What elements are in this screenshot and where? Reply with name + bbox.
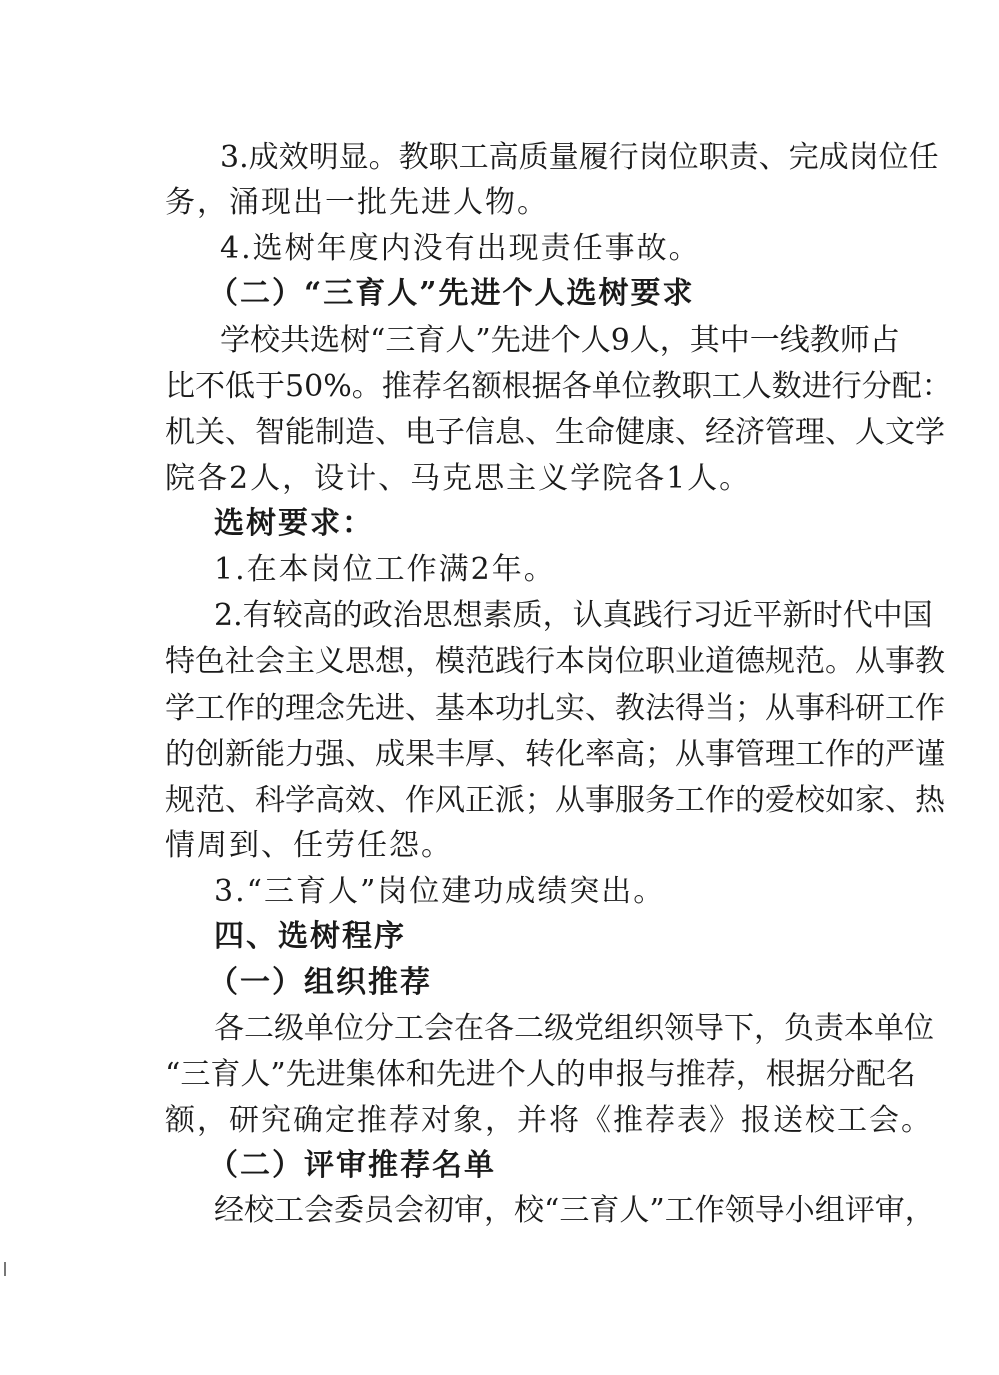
paragraph-line: 学 工 作 的 理 念 先 进 、 基 本 功 扎 实 、 教 法 得 当 ； 从 事 科 研 工 作 bbox=[165, 691, 945, 726]
paragraph-line: 1.在本岗位工作满2年。 bbox=[214, 552, 556, 587]
paragraph-line: 情周到、任劳任怨。 bbox=[165, 828, 453, 863]
paragraph-line: 务，涌现出一批先进人物。 bbox=[165, 185, 549, 220]
paragraph-line: 院各2人，设计、马克思主义学院各1人。 bbox=[165, 461, 752, 496]
paragraph-line: 特 色 社 会 主 义 思 想 ， 模 范 践 行 本 岗 位 职 业 道 德 规 范 。 从 事 教 bbox=[165, 644, 945, 679]
section-heading: 四、选树程序 bbox=[214, 919, 406, 954]
section-heading: （二）“三育人”先进个人选树要求 bbox=[208, 276, 695, 311]
paragraph-line: 4.选树年度内没有出现责任事故。 bbox=[220, 231, 701, 266]
paragraph-line: 规 范 、 科 学 高 效 、 作 风 正 派 ； 从 事 服 务 工 作 的 爱 校 如 家 、 热 bbox=[165, 783, 945, 818]
paragraph-line: 机 关 、 智 能 制 造 、 电 子 信 息 、 生 命 健 康 、 经 济 管 理 、 人 文 学 bbox=[165, 415, 945, 450]
section-heading: （一）组织推荐 bbox=[208, 965, 432, 1000]
paragraph-line: 3.“三育人”岗位建功成绩突出。 bbox=[214, 874, 666, 909]
subheading: 选树要求： bbox=[214, 506, 374, 541]
scan-artifact bbox=[4, 1262, 6, 1276]
paragraph-line: 3 . 成 效 明 显 。 教 职 工 高 质 量 履 行 岗 位 职 责 、 完 成 岗 位 任 bbox=[220, 140, 939, 175]
paragraph-line: “ 三 育 人 ” 先 进 集 体 和 先 进 个 人 的 申 报 与 推 荐 ， 根 据 分 配 名 bbox=[165, 1057, 916, 1092]
paragraph-line: 额，研究确定推荐对象，并将《推荐表》报送校工会。 bbox=[165, 1103, 933, 1138]
paragraph-line: 比 不 低 于 5 0 % 。 推 荐 名 额 根 据 各 单 位 教 职 工 人 数 进 行 分 配 ： bbox=[165, 369, 952, 404]
paragraph-line: 的 创 新 能 力 强 、 成 果 丰 厚 、 转 化 率 高 ； 从 事 管 理 工 作 的 严 谨 bbox=[165, 737, 945, 772]
paragraph-line: 各 二 级 单 位 分 工 会 在 各 二 级 党 组 织 领 导 下 ， 负 责 本 单 位 bbox=[214, 1011, 934, 1046]
paragraph-line: 经 校 工 会 委 员 会 初 审 ， 校 “ 三 育 人 ” 工 作 领 导 小 组 评 审 ， bbox=[214, 1193, 935, 1228]
paragraph-line: 2 . 有 较 高 的 政 治 思 想 素 质 ， 认 真 践 行 习 近 平 新 时 代 中 国 bbox=[214, 598, 933, 633]
paragraph-line: 学 校 共 选 树 “ 三 育 人 ” 先 进 个 人 9 人 ， 其 中 一 线 教 师 占 bbox=[220, 323, 900, 358]
section-heading: （二）评审推荐名单 bbox=[208, 1148, 496, 1183]
